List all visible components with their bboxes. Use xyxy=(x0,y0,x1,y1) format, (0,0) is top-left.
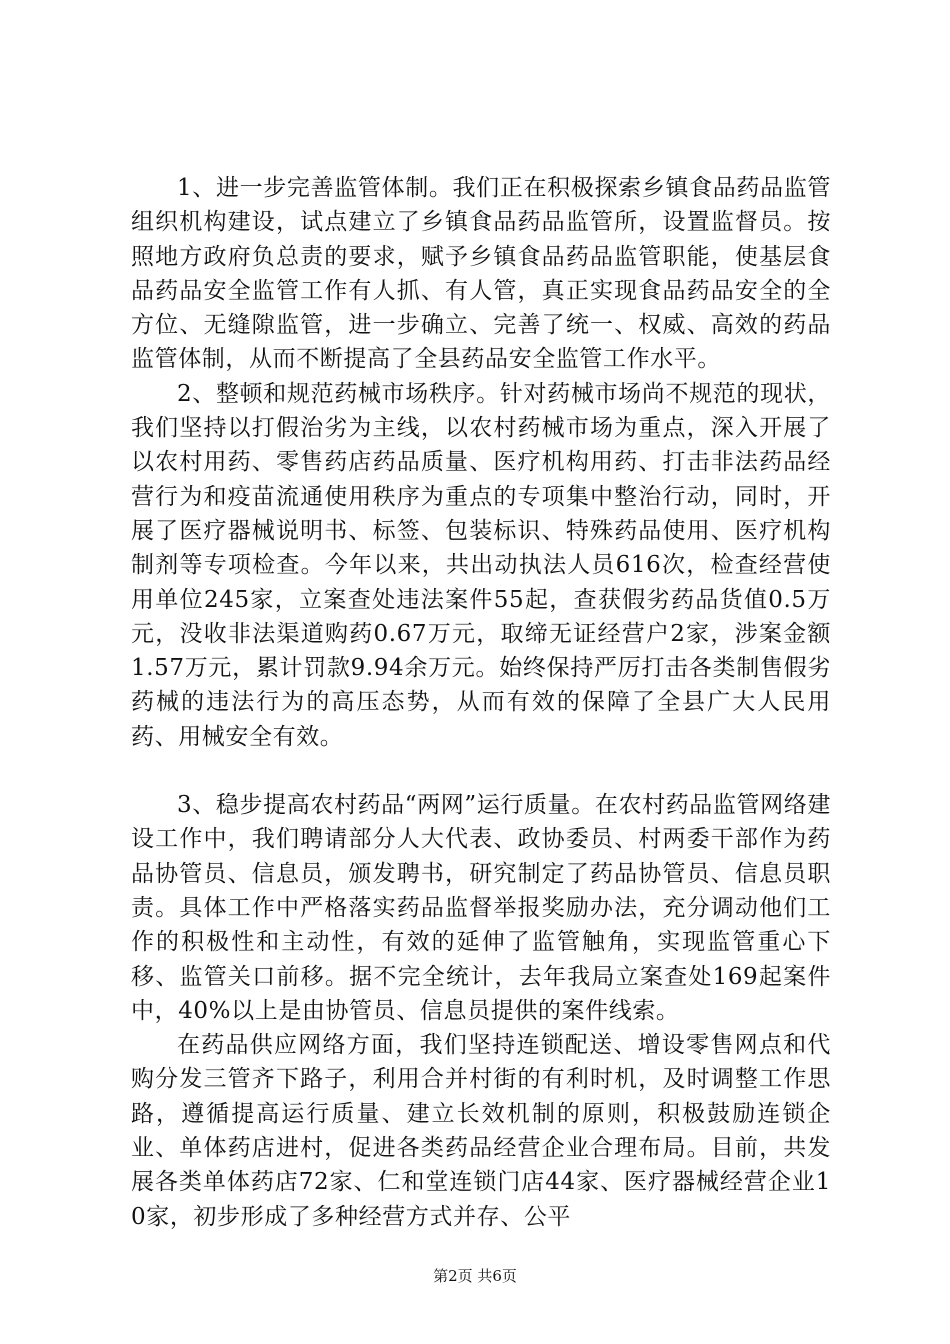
paragraph-spacer xyxy=(131,754,831,788)
paragraph-2-market-order: 2、整顿和规范药械市场秩序。针对药械市场尚不规范的现状，我们坚持以打假治劣为主线，以农村药械市场为重点，深入开展了以农村用药、零售药店药品质量、医疗机构用药、打击非法药品经营行为和疫苗流通使用秩序为重点的专项集中整治行动，同时，开展了医疗器械说明书、标签、包装标识、特殊药品使用、医疗机构制剂等专项检查。今年以来，共出动执法人员616次，检查经营使用单位245家，立案查处违法案件55起，查获假劣药品货值0.5万元，没收非法渠道购药0.67万元，取缔无证经营户2家，涉案金额1.57万元，累计罚款9.94余万元。始终保持严厉打击各类制售假劣药械的违法行为的高压态势，从而有效的保障了全县广大人民用药、用械安全有效。 xyxy=(131,380,831,750)
document-body xyxy=(131,171,831,1234)
paragraph-4-supply-network: 在药品供应网络方面，我们坚持连锁配送、增设零售网点和代购分发三管齐下路子，利用合并村街的有利时机，及时调整工作思路，遵循提高运行质量、建立长效机制的原则，积极鼓励连锁企业、单体药店进村，促进各类药品经营企业合理布局。目前，共发展各类单体药店72家、仁和堂连锁门店44家、医疗器械经营企业10家，初步形成了多种经营方式并存、公平 xyxy=(131,1032,831,1230)
paragraph-1-supervision-system: 1、进一步完善监管体制。我们正在积极探索乡镇食品药品监管组织机构建设，试点建立了乡镇食品药品监管所，设置监督员。按照地方政府负总责的要求，赋予乡镇食品药品监管职能，使基层食品药品安全监管工作有人抓、有人管，真正实现食品药品安全的全方位、无缝隙监管，进一步确立、完善了统一、权威、高效的药品监管体制，从而不断提高了全县药品安全监管工作水平。 xyxy=(131,175,831,373)
paragraph-3-rural-network: 3、稳步提高农村药品“两网”运行质量。在农村药品监管网络建设工作中，我们聘请部分人大代表、政协委员、村两委干部作为药品协管员、信息员，颁发聘书，研究制定了药品协管员、信息员职责。具体工作中严格落实药品监督举报奖励办法，充分调动他们工作的积极性和主动性，有效的延伸了监管触角，实现监管重心下移、监管关口前移。据不完全统计，去年我局立案查处169起案件中，40%以上是由协管员、信息员提供的案件线索。 xyxy=(131,792,831,1024)
page-footer: 第2页 共6页 xyxy=(433,1267,517,1285)
